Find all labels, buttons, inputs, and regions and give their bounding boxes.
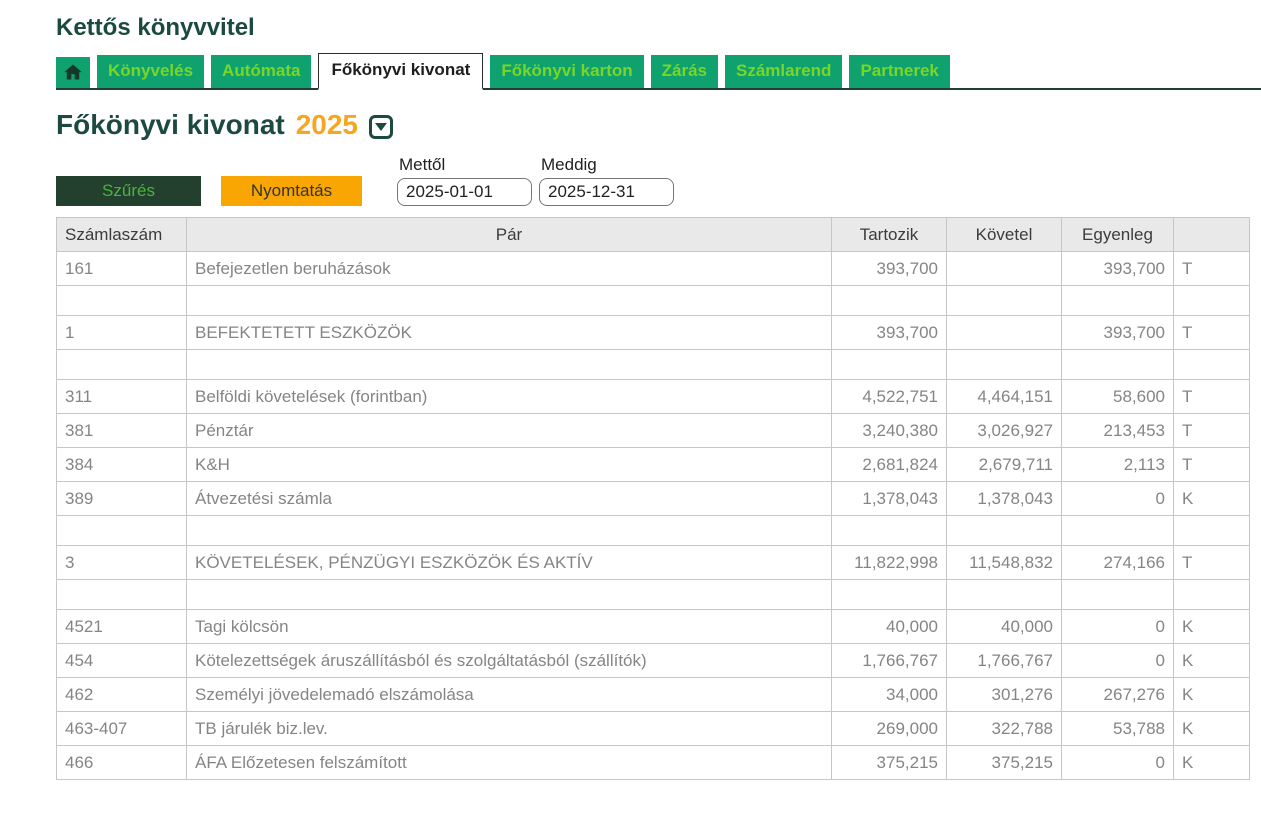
cell-tartozik <box>832 350 947 380</box>
cell-kovetel <box>947 316 1062 350</box>
cell-tartozik: 4,522,751 <box>832 380 947 414</box>
cell-tk: K <box>1174 746 1250 780</box>
cell-szamlaszam <box>57 580 187 610</box>
cell-par: Átvezetési számla <box>187 482 832 516</box>
cell-par: Személyi jövedelemadó elszámolása <box>187 678 832 712</box>
cell-tartozik: 269,000 <box>832 712 947 746</box>
cell-kovetel: 11,548,832 <box>947 546 1062 580</box>
cell-par <box>187 350 832 380</box>
column-header-szamlaszam: Számlaszám <box>57 218 187 252</box>
cell-egyenleg: 0 <box>1062 746 1174 780</box>
cell-kovetel: 375,215 <box>947 746 1062 780</box>
cell-par: BEFEKTETETT ESZKÖZÖK <box>187 316 832 350</box>
column-header-egyenleg: Egyenleg <box>1062 218 1174 252</box>
cell-tartozik: 11,822,998 <box>832 546 947 580</box>
print-button[interactable]: Nyomtatás <box>221 176 362 206</box>
cell-tartozik: 375,215 <box>832 746 947 780</box>
cell-kovetel <box>947 516 1062 546</box>
date-from-input[interactable] <box>397 178 532 206</box>
column-header-tartozik: Tartozik <box>832 218 947 252</box>
nav-home-tab[interactable] <box>56 57 90 88</box>
cell-tartozik: 393,700 <box>832 252 947 286</box>
cell-kovetel <box>947 252 1062 286</box>
cell-tk: T <box>1174 546 1250 580</box>
cell-tartozik <box>832 580 947 610</box>
table-row <box>57 678 1250 712</box>
cell-szamlaszam <box>57 350 187 380</box>
cell-par <box>187 580 832 610</box>
table-row <box>57 448 1250 482</box>
cell-tk: T <box>1174 316 1250 350</box>
cell-par: Pénztár <box>187 414 832 448</box>
table-row <box>57 644 1250 678</box>
cell-tartozik: 40,000 <box>832 610 947 644</box>
cell-egyenleg: 0 <box>1062 610 1174 644</box>
cell-kovetel: 40,000 <box>947 610 1062 644</box>
page-heading <box>56 109 1261 141</box>
tab-partnerek[interactable]: Partnerek <box>849 55 949 88</box>
cell-par: TB járulék biz.lev. <box>187 712 832 746</box>
app-title: Kettős könyvvitel <box>56 14 255 41</box>
cell-kovetel: 2,679,711 <box>947 448 1062 482</box>
page-title: Főkönyvi kivonat <box>56 109 285 140</box>
cell-tk <box>1174 286 1250 316</box>
cell-par: Kötelezettségek áruszállításból és szolgáltatásból (szállítók) <box>187 644 832 678</box>
cell-szamlaszam: 454 <box>57 644 187 678</box>
cell-tk: T <box>1174 380 1250 414</box>
table-row <box>57 746 1250 780</box>
tab-fokonyvi-kivonat[interactable]: Főkönyvi kivonat <box>318 53 483 90</box>
cell-par: K&H <box>187 448 832 482</box>
cell-szamlaszam: 4521 <box>57 610 187 644</box>
cell-par: Befejezetlen beruházások <box>187 252 832 286</box>
home-icon <box>63 62 83 82</box>
cell-szamlaszam: 3 <box>57 546 187 580</box>
date-to-input[interactable] <box>539 178 674 206</box>
table-row <box>57 712 1250 746</box>
cell-kovetel: 301,276 <box>947 678 1062 712</box>
date-to-label: Meddig <box>541 155 597 174</box>
cell-kovetel: 4,464,151 <box>947 380 1062 414</box>
table-row <box>57 414 1250 448</box>
cell-szamlaszam: 384 <box>57 448 187 482</box>
year-badge: 2025 <box>295 109 359 140</box>
cell-kovetel: 322,788 <box>947 712 1062 746</box>
ledger-table <box>56 217 1250 780</box>
table-row <box>57 516 1250 546</box>
date-from-field <box>397 155 532 206</box>
filter-button[interactable]: Szűrés <box>56 176 201 206</box>
cell-tk: K <box>1174 712 1250 746</box>
table-row <box>57 350 1250 380</box>
cell-szamlaszam: 1 <box>57 316 187 350</box>
cell-tk <box>1174 516 1250 546</box>
cell-szamlaszam: 463-407 <box>57 712 187 746</box>
cell-tartozik: 34,000 <box>832 678 947 712</box>
cell-tk: K <box>1174 644 1250 678</box>
cell-kovetel: 1,766,767 <box>947 644 1062 678</box>
cell-par <box>187 516 832 546</box>
cell-egyenleg <box>1062 286 1174 316</box>
cell-szamlaszam: 462 <box>57 678 187 712</box>
cell-par <box>187 286 832 316</box>
cell-tk: K <box>1174 610 1250 644</box>
table-row <box>57 580 1250 610</box>
cell-tk <box>1174 580 1250 610</box>
cell-par: KÖVETELÉSEK, PÉNZÜGYI ESZKÖZÖK ÉS AKTÍV <box>187 546 832 580</box>
tab-konyveles[interactable]: Könyvelés <box>97 55 204 88</box>
header-row <box>57 218 1250 252</box>
cell-tartozik: 1,378,043 <box>832 482 947 516</box>
table-row <box>57 252 1250 286</box>
cell-tk: T <box>1174 252 1250 286</box>
table-row <box>57 286 1250 316</box>
column-header-tk <box>1174 218 1250 252</box>
cell-kovetel: 3,026,927 <box>947 414 1062 448</box>
table-row <box>57 610 1250 644</box>
ledger-table-body <box>57 252 1250 780</box>
date-from-label: Mettől <box>399 155 446 174</box>
cell-egyenleg: 393,700 <box>1062 316 1174 350</box>
cell-tartozik: 393,700 <box>832 316 947 350</box>
cell-szamlaszam: 161 <box>57 252 187 286</box>
ledger-table-header <box>57 218 1250 252</box>
cell-egyenleg <box>1062 350 1174 380</box>
cell-egyenleg: 0 <box>1062 644 1174 678</box>
main-nav <box>56 53 1261 90</box>
cell-tartozik <box>832 516 947 546</box>
table-row <box>57 546 1250 580</box>
table-row <box>57 380 1250 414</box>
cell-egyenleg: 58,600 <box>1062 380 1174 414</box>
cell-tartozik: 3,240,380 <box>832 414 947 448</box>
cell-szamlaszam <box>57 516 187 546</box>
column-header-par: Pár <box>187 218 832 252</box>
table-row <box>57 316 1250 350</box>
filter-bar <box>56 155 1261 206</box>
main-page <box>0 14 1261 780</box>
table-row <box>57 482 1250 516</box>
cell-egyenleg: 213,453 <box>1062 414 1174 448</box>
cell-szamlaszam: 381 <box>57 414 187 448</box>
cell-kovetel <box>947 286 1062 316</box>
cell-par: Tagi kölcsön <box>187 610 832 644</box>
cell-szamlaszam <box>57 286 187 316</box>
cell-tk: T <box>1174 448 1250 482</box>
cell-tartozik: 2,681,824 <box>832 448 947 482</box>
cell-szamlaszam: 466 <box>57 746 187 780</box>
year-dropdown-button[interactable] <box>369 115 393 139</box>
cell-egyenleg: 267,276 <box>1062 678 1174 712</box>
cell-szamlaszam: 389 <box>57 482 187 516</box>
cell-tartozik: 1,766,767 <box>832 644 947 678</box>
cell-egyenleg: 393,700 <box>1062 252 1174 286</box>
tab-szamlarend[interactable]: Számlarend <box>725 55 842 88</box>
chevron-down-icon <box>375 123 387 131</box>
cell-egyenleg <box>1062 580 1174 610</box>
date-to-field <box>539 155 674 206</box>
cell-szamlaszam: 311 <box>57 380 187 414</box>
cell-kovetel: 1,378,043 <box>947 482 1062 516</box>
cell-tk: T <box>1174 414 1250 448</box>
cell-tk: K <box>1174 678 1250 712</box>
cell-kovetel <box>947 350 1062 380</box>
cell-tartozik <box>832 286 947 316</box>
tab-automata[interactable]: Autómata <box>211 55 311 88</box>
column-header-kovetel: Követel <box>947 218 1062 252</box>
cell-kovetel <box>947 580 1062 610</box>
cell-egyenleg: 274,166 <box>1062 546 1174 580</box>
cell-egyenleg: 53,788 <box>1062 712 1174 746</box>
cell-par: Belföldi követelések (forintban) <box>187 380 832 414</box>
cell-egyenleg <box>1062 516 1174 546</box>
cell-tk <box>1174 350 1250 380</box>
tab-zaras[interactable]: Zárás <box>651 55 718 88</box>
cell-egyenleg: 2,113 <box>1062 448 1174 482</box>
cell-egyenleg: 0 <box>1062 482 1174 516</box>
cell-par: ÁFA Előzetesen felszámított <box>187 746 832 780</box>
cell-tk: K <box>1174 482 1250 516</box>
tab-fokonyvi-karton[interactable]: Főkönyvi karton <box>490 55 643 88</box>
